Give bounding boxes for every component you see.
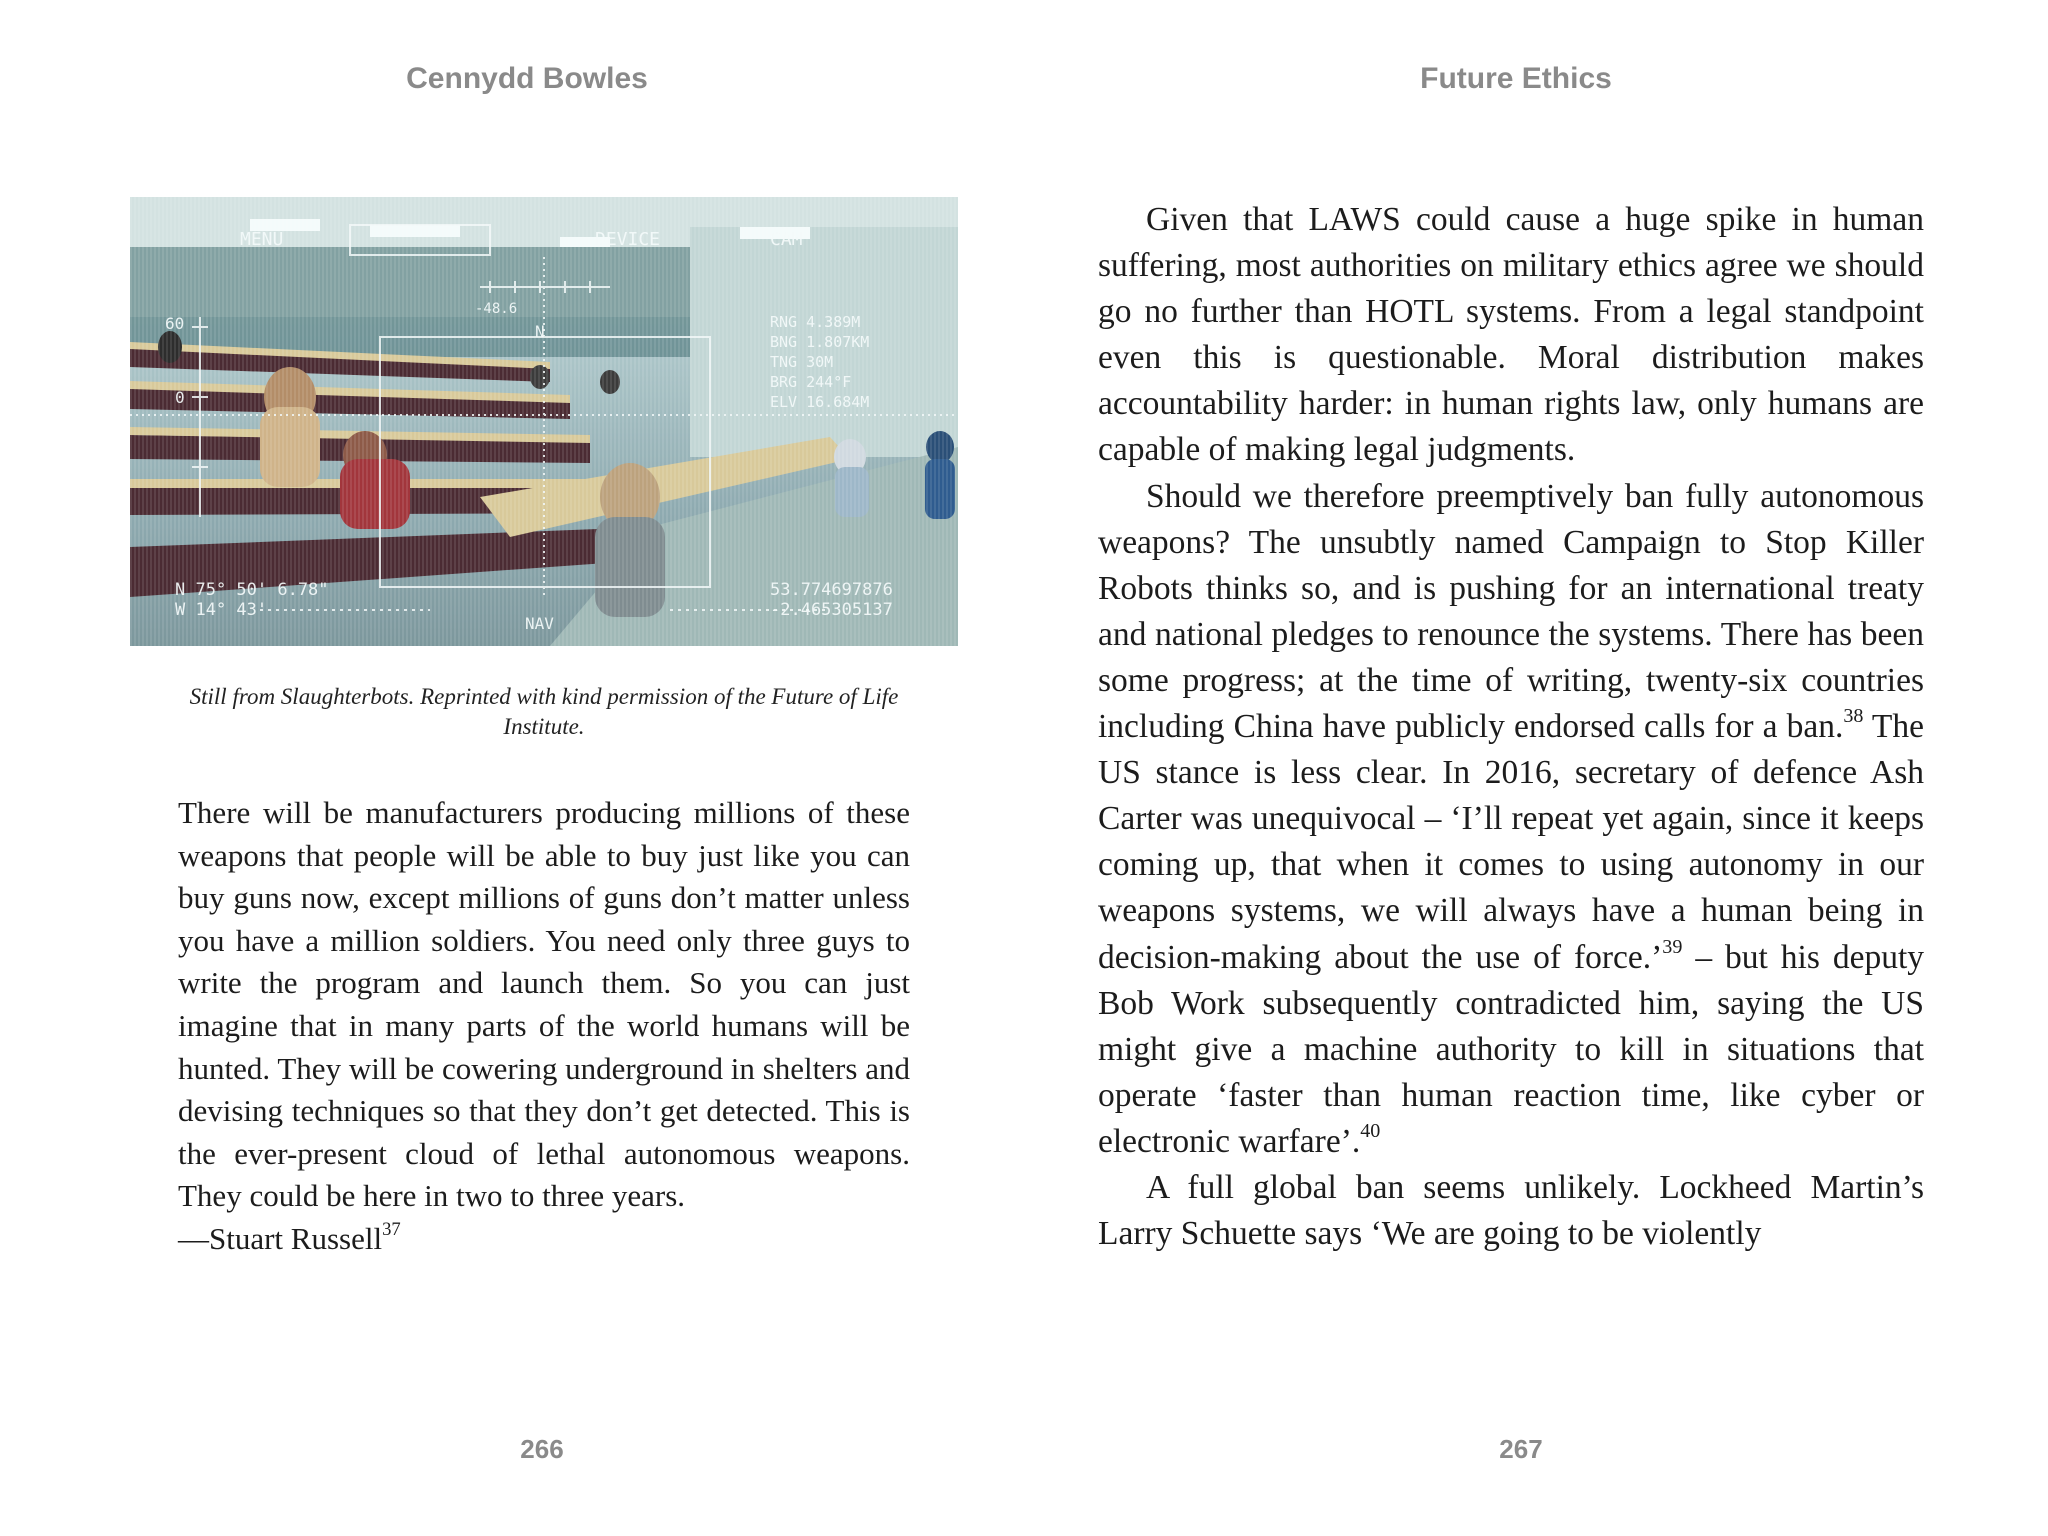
running-head-title: Future Ethics <box>1420 62 1612 95</box>
page-number-right: 267 <box>1499 1434 1543 1464</box>
page-number-left: 266 <box>520 1434 564 1464</box>
paragraph: Given that LAWS could cause a huge spike in human suffering, most authorities on military ethics agree we should go no further than HOTL systems. From a legal standpoint even this is questionable. Moral distribution makes accountability harder: in human rights law, only humans are capable of making legal judgments. <box>1098 201 1924 469</box>
paragraph-text: Should we therefore preemptively ban fully autonomous weapons? The unsubtly named Campaign to Stop Killer Robots thinks so, and is pushing for an international treaty and national pledges to renounce the systems. There has been some progress; at the time of writing, twenty-six countries including China have publicly endorsed calls for a ban. <box>1098 477 1924 746</box>
right-page[interactable] <box>1024 0 2048 1536</box>
paragraph: A full global ban seems unlikely. Lockheed Martin’s Larry Schuette says ‘We are going to be violently <box>1098 1168 1924 1253</box>
footnote-ref-39[interactable]: 39 <box>1662 935 1683 958</box>
running-head-author: Cennydd Bowles <box>406 62 648 95</box>
footnote-ref-40[interactable]: 40 <box>1360 1119 1381 1142</box>
slaughterbots-still-image <box>130 197 958 646</box>
footnote-ref-37[interactable]: 37 <box>382 1219 401 1240</box>
figure-caption: Still from Slaughterbots. Reprinted with kind permission of the Future of Life Institute. <box>189 684 899 739</box>
quote-text: There will be manufacturers producing millions of these weapons that people will be able to buy just like you can buy guns now, except millions of guns don’t matter unless you have a million soldiers. You need only three guys to write the program and launch them. So you can just imagine that in many parts of the world humans will be hunted. They will be cowering underground in shelters and devising techniques so that they don’t get detected. This is the ever-present cloud of lethal autonomous weapons. They could be here in two to three years. <box>178 795 910 1214</box>
paragraph <box>1098 474 1924 1165</box>
footnote-ref-38[interactable]: 38 <box>1843 704 1864 727</box>
paragraph-text: The US stance is less clear. In 2016, secretary of defence Ash Carter was unequivocal – ‘I’ll repeat yet again, since it keeps coming up, that when it comes to using autonomy in our weapons systems, we will always have a human being in decision-making about the use of force.’ <box>1098 708 1924 976</box>
quote-attribution: —Stuart Russell <box>178 1220 383 1256</box>
paragraph-text: – but his deputy Bob Work subsequently contradicted him, saying the US might give a machine authority to kill in situations that operate ‘faster than human reaction time, like cyber or electronic warfare’. <box>1098 938 1925 1160</box>
body-text <box>1098 197 1924 1257</box>
epigraph-quote <box>178 792 910 1261</box>
lecture-hall-scene <box>130 197 958 646</box>
